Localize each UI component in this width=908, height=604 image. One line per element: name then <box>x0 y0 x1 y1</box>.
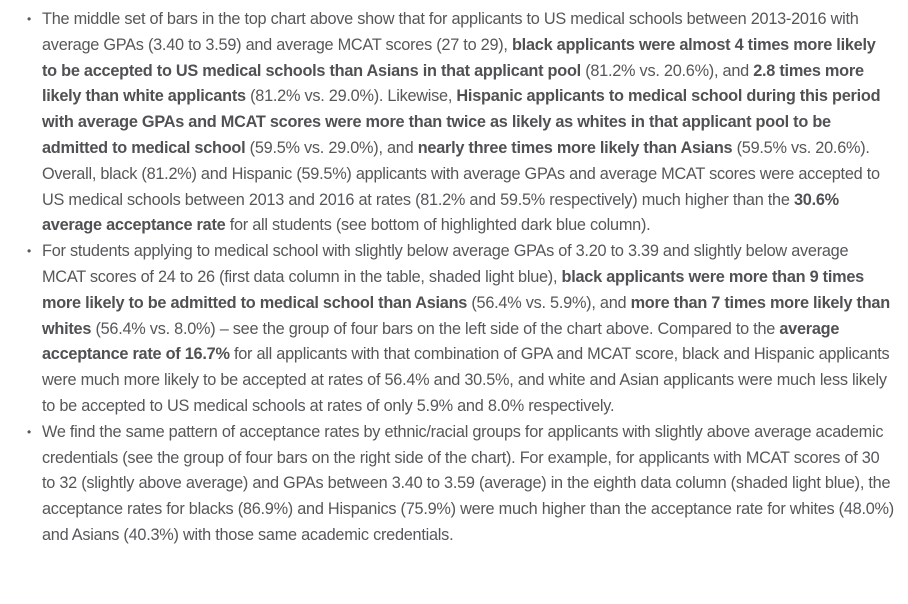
text-segment-bold: more than 7 times more likely than whites <box>42 293 890 338</box>
text-segment: (81.2% vs. 20.6%), and <box>580 61 754 80</box>
bullet-item <box>16 239 894 420</box>
text-segment-bold: average acceptance rate of 16.7% <box>42 319 840 364</box>
bullet-item <box>16 420 894 549</box>
text-segment-bold: Hispanic applicants to medical school during this period with average GPAs and MCAT scores were more than twice as likely as whites in that applicant pool to be admitted to medical school <box>42 87 881 157</box>
bullet-text <box>42 239 894 420</box>
text-segment-bold: 2.8 times more likely than white applicants <box>42 61 864 106</box>
text-segment: We find the same pattern of acceptance rates by ethnic/racial groups for applicants with slightly above average academic credentials (see the group of four bars on the right side of the chart). For example, for applicants with MCAT scores of 30 to 32 (slightly above average) and GPAs between 3.40 to 3.59 (average) in the eighth data column (shaded light blue), the acceptance rates for blacks (86.9%) and Hispanics (75.9%) were much higher than the acceptance rate for whites (48.0%) and Asians (40.3%) with those same academic credentials. <box>42 422 894 544</box>
text-segment-bold: 30.6% average acceptance rate <box>42 190 839 235</box>
bullet-list <box>16 7 894 549</box>
text-segment: for all applicants with that combination of GPA and MCAT score, black and Hispanic applicants were much more likely to be accepted at rates of 56.4% and 30.5%, and white and Asian applicants were much less likely to be accepted to US medical schools at rates of only 5.9% and 8.0% respectively. <box>42 345 890 415</box>
text-segment: (59.5% vs. 29.0%), and <box>245 138 418 157</box>
text-segment: (56.4% vs. 5.9%), and <box>467 293 631 312</box>
bullet-icon: • <box>27 244 31 259</box>
bullet-icon: • <box>27 424 31 439</box>
bullet-text <box>42 420 894 549</box>
text-segment-bold: nearly three times more likely than Asians <box>417 138 733 157</box>
text-segment-bold: black applicants were more than 9 times more likely to be admitted to medical school than Asians <box>42 267 864 312</box>
bullet-icon: • <box>27 12 31 26</box>
text-segment: (81.2% vs. 29.0%). Likewise, <box>245 87 457 106</box>
text-segment: The middle set of bars in the top chart above show that for applicants to US medical schools between 2013-2016 with average GPAs (3.40 to 3.59) and average MCAT scores (27 to 29), <box>42 10 859 54</box>
text-segment: For students applying to medical school with slightly below average GPAs of 3.20 to 3.39 and slightly below average MCAT scores of 24 to 26 (first data column in the table, shaded light blue), <box>42 242 849 286</box>
text-segment-bold: black applicants were almost 4 times more likely to be accepted to US medical schools than Asians in that applicant pool <box>42 35 876 80</box>
text-segment: for all students (see bottom of highlighted dark blue column). <box>225 216 651 235</box>
text-segment: (59.5% vs. 20.6%). Overall, black (81.2%) and Hispanic (59.5%) applicants with average GPAs and average MCAT scores were accepted to US medical schools between 2013 and 2016 at rates (81.2% and 59.5% respectively) much higher than the <box>42 138 880 209</box>
text-segment: (56.4% vs. 8.0%) – see the group of four bars on the left side of the chart above. Compared to the <box>91 319 780 338</box>
bullet-item <box>16 7 894 239</box>
bullet-text <box>42 7 894 239</box>
